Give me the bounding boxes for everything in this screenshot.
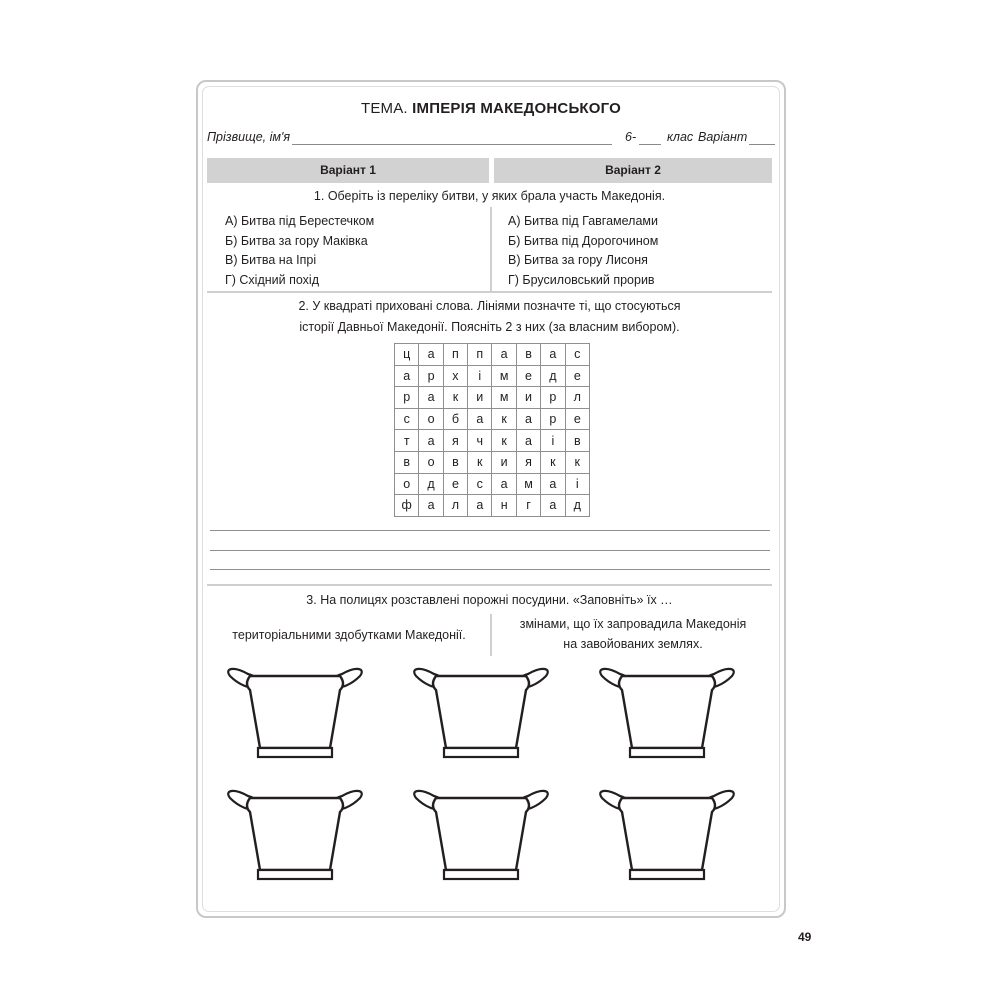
pot-icon xyxy=(414,791,548,879)
task1-separator xyxy=(207,291,772,293)
pots-illustration xyxy=(220,660,780,900)
word-search-grid[interactable] xyxy=(394,343,590,517)
grid-cell[interactable]: о xyxy=(395,473,419,495)
grid-cell[interactable]: а xyxy=(395,365,419,387)
grid-row xyxy=(395,344,590,366)
answer-line[interactable] xyxy=(210,550,770,551)
grid-row xyxy=(395,387,590,409)
grid-cell[interactable]: л xyxy=(443,495,467,517)
grid-cell[interactable]: в xyxy=(565,430,589,452)
grid-cell[interactable]: с xyxy=(565,344,589,366)
variant-field[interactable] xyxy=(749,144,775,145)
grid-cell[interactable]: к xyxy=(492,408,516,430)
grid-cell[interactable]: і xyxy=(468,365,492,387)
grid-cell[interactable]: ч xyxy=(468,430,492,452)
task1-column-divider xyxy=(490,207,492,291)
grid-cell[interactable]: і xyxy=(541,430,565,452)
grid-cell[interactable]: к xyxy=(492,430,516,452)
grid-cell[interactable]: а xyxy=(541,473,565,495)
grid-cell[interactable]: м xyxy=(492,365,516,387)
grid-cell[interactable]: п xyxy=(443,344,467,366)
task3-variant1-text: територіальними здобутками Македонії. xyxy=(232,628,466,642)
student-info-line xyxy=(207,128,777,148)
grid-cell[interactable]: м xyxy=(492,387,516,409)
pot-icon xyxy=(414,669,548,757)
grid-cell[interactable]: в xyxy=(443,451,467,473)
task2-separator xyxy=(207,584,772,586)
grade-prefix: 6- xyxy=(625,130,637,144)
grid-cell[interactable]: а xyxy=(419,344,443,366)
grid-cell[interactable]: я xyxy=(443,430,467,452)
grid-row xyxy=(395,451,590,473)
pot-icon xyxy=(228,669,362,757)
answer-line[interactable] xyxy=(210,569,770,570)
grid-row xyxy=(395,365,590,387)
grid-cell[interactable]: о xyxy=(419,451,443,473)
task1-v2-option-d[interactable]: Г) Брусиловський прорив xyxy=(508,273,655,287)
grid-cell[interactable]: в xyxy=(395,451,419,473)
grid-cell[interactable]: а xyxy=(419,430,443,452)
grid-cell[interactable]: р xyxy=(419,365,443,387)
variant1-label: Варіант 1 xyxy=(320,163,376,177)
task1-question: 1. Оберіть із переліку битви, у яких брала участь Македонія. xyxy=(313,189,666,203)
grid-cell[interactable]: х xyxy=(443,365,467,387)
grid-cell[interactable]: а xyxy=(468,408,492,430)
grid-cell[interactable]: а xyxy=(492,344,516,366)
pot-icon xyxy=(228,791,362,879)
grid-cell[interactable]: а xyxy=(419,495,443,517)
grid-row xyxy=(395,430,590,452)
grid-cell[interactable]: р xyxy=(541,387,565,409)
task1-v1-option-a[interactable]: А) Битва під Берестечком xyxy=(225,214,375,228)
grid-cell[interactable]: к xyxy=(443,387,467,409)
grid-cell[interactable]: и xyxy=(468,387,492,409)
grid-cell[interactable]: и xyxy=(492,451,516,473)
grid-cell[interactable]: а xyxy=(419,387,443,409)
task1-v2-option-b[interactable]: Б) Битва під Дорогочином xyxy=(508,234,659,248)
worksheet-title xyxy=(196,100,786,117)
grid-cell[interactable]: а xyxy=(468,495,492,517)
title-main: ІМПЕРІЯ МАКЕДОНСЬКОГО xyxy=(412,100,622,117)
grid-cell[interactable]: н xyxy=(492,495,516,517)
task3-variant2-line2: на завойованих землях. xyxy=(563,637,703,651)
grid-cell[interactable]: о xyxy=(419,408,443,430)
task3-variant2-text xyxy=(494,614,772,654)
grid-cell[interactable]: д xyxy=(541,365,565,387)
task1-v1-option-b[interactable]: Б) Битва за гору Маківка xyxy=(225,234,368,248)
grid-cell[interactable]: т xyxy=(395,430,419,452)
grid-cell[interactable]: а xyxy=(516,430,540,452)
answer-line[interactable] xyxy=(210,530,770,531)
variant2-header xyxy=(494,158,772,183)
grid-cell[interactable]: м xyxy=(516,473,540,495)
grid-cell[interactable]: і xyxy=(565,473,589,495)
grade-field[interactable] xyxy=(639,144,661,145)
variant-label: Варіант xyxy=(698,130,748,144)
grid-cell[interactable]: п xyxy=(468,344,492,366)
grid-cell[interactable]: а xyxy=(516,408,540,430)
task1-v2-option-a[interactable]: А) Битва під Гавгамелами xyxy=(508,214,658,228)
grid-cell[interactable]: р xyxy=(395,387,419,409)
grid-cell[interactable]: к xyxy=(565,451,589,473)
grid-cell[interactable]: к xyxy=(468,451,492,473)
grid-row xyxy=(395,473,590,495)
grid-cell[interactable]: с xyxy=(395,408,419,430)
task1-v2-option-c[interactable]: В) Битва за гору Лисоня xyxy=(508,253,648,267)
grid-cell[interactable]: д xyxy=(565,495,589,517)
class-label: клас xyxy=(667,130,694,144)
task2-question-line1: 2. У квадраті приховані слова. Лініями позначте ті, що стосуються xyxy=(298,299,681,313)
grid-cell[interactable]: е xyxy=(516,365,540,387)
grid-cell[interactable]: б xyxy=(443,408,467,430)
grid-cell[interactable]: р xyxy=(541,408,565,430)
grid-cell[interactable]: е xyxy=(443,473,467,495)
grid-cell[interactable]: а xyxy=(541,344,565,366)
surname-label: Прізвище, ім'я xyxy=(207,130,291,144)
grid-row xyxy=(395,495,590,517)
task1-v1-option-c[interactable]: В) Битва на Іпрі xyxy=(225,253,317,267)
pot-icon xyxy=(600,791,734,879)
grid-cell[interactable]: и xyxy=(516,387,540,409)
variant1-header xyxy=(207,158,489,183)
grid-cell[interactable]: д xyxy=(419,473,443,495)
page-number: 49 xyxy=(798,930,812,944)
grid-cell[interactable]: я xyxy=(516,451,540,473)
grid-cell[interactable]: в xyxy=(516,344,540,366)
grid-cell[interactable]: г xyxy=(516,495,540,517)
grid-cell[interactable]: е xyxy=(565,408,589,430)
grid-cell[interactable]: е xyxy=(565,365,589,387)
variant2-label: Варіант 2 xyxy=(605,163,661,177)
grid-cell[interactable]: а xyxy=(492,473,516,495)
task3-column-divider xyxy=(490,614,492,656)
grid-cell[interactable]: ц xyxy=(395,344,419,366)
grid-cell[interactable]: к xyxy=(541,451,565,473)
task2-question xyxy=(207,296,772,338)
grid-cell[interactable]: а xyxy=(541,495,565,517)
surname-field[interactable] xyxy=(292,144,612,145)
task3-variant2-line1: змінами, що їх запровадила Македонія xyxy=(519,617,747,631)
grid-cell[interactable]: с xyxy=(468,473,492,495)
grid-cell[interactable]: ф xyxy=(395,495,419,517)
task2-question-line2: історії Давньої Македонії. Поясніть 2 з них (за власним вибором). xyxy=(299,320,680,334)
grid-row xyxy=(395,408,590,430)
grid-cell[interactable]: л xyxy=(565,387,589,409)
task1-v1-option-d[interactable]: Г) Східний похід xyxy=(225,273,319,287)
task3-question: 3. На полицях розставлені порожні посудини. «Заповніть» їх … xyxy=(306,593,673,607)
title-prefix: ТЕМА. xyxy=(360,100,408,117)
pot-icon xyxy=(600,669,734,757)
